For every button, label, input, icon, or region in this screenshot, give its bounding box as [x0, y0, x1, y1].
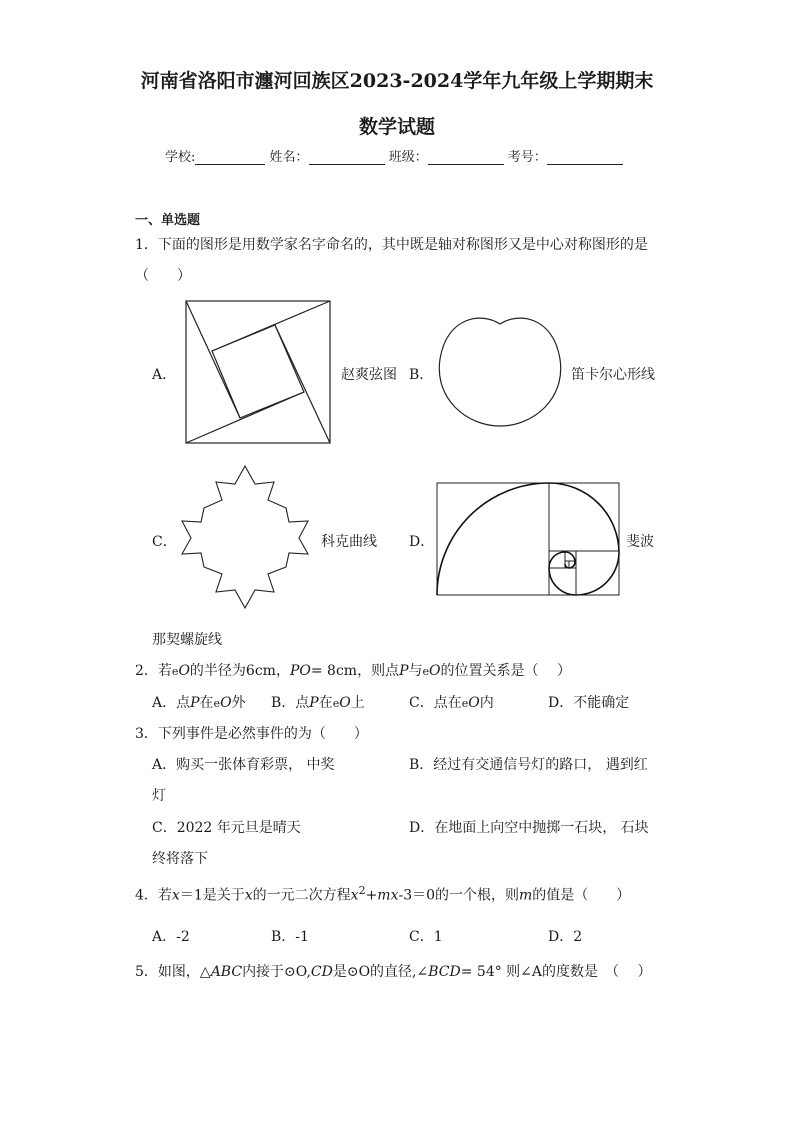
q2-stem: 2．若eO的半径为6cm，PO= 8cm，则点P与eO的位置关系是（ ） [135, 663, 571, 679]
q1-option-d-name: 斐波 [626, 534, 654, 550]
name-label: 姓名： [269, 150, 309, 165]
q1-option-d-name-cont: 那契螺旋线 [152, 632, 222, 648]
q1-option-b-letter: B． [409, 367, 434, 383]
q3-option-c: C．2022 年元旦是晴天 [152, 820, 301, 836]
q1-stem: 1．下面的图形是用数学家名字命名的，其中既是轴对称图形又是中心对称图形的是 [135, 237, 648, 253]
exam-number-label: 考号： [507, 150, 547, 165]
cardioid-curve [437, 314, 563, 430]
q3-option-d-cont: 终将落下 [152, 851, 208, 867]
q3-option-d: D．在地面上向空中抛掷一石块， 石块 [409, 820, 649, 836]
school-field[interactable] [195, 150, 265, 165]
q2-option-a: A．点P在eO外 [152, 695, 246, 711]
q3-option-a: A．购买一张体育彩票， 中奖 [152, 757, 335, 773]
exam-number-field[interactable] [547, 150, 623, 165]
q4-stem: 4．若x＝1是关于x的一元二次方程$x^2+mx-3=0$的一个根，则m的值是（ ） [135, 884, 631, 904]
q4-option-b: B．-1 [271, 929, 309, 945]
q1-option-a-name: 赵爽弦图 [341, 367, 397, 383]
q5-stem: 5．如图，△ABC内接于⊙O,CD是⊙O的直径,∠BCD= 54° 则∠A的度数是 （ ） [135, 964, 652, 980]
name-field[interactable] [309, 150, 385, 165]
q2-option-b: B．点P在eO上 [271, 695, 365, 711]
q3-option-b: B．经过有交通信号灯的路口， 遇到红 [409, 757, 648, 773]
zhao-shuang-diagram [183, 298, 333, 446]
koch-snowflake [178, 464, 312, 610]
school-label: 学校: [165, 150, 196, 165]
q3-stem: 3．下列事件是必然事件的为（ ） [135, 726, 368, 742]
fibonacci-spiral [435, 481, 621, 597]
q1-option-a-letter: A． [152, 367, 177, 383]
q4-option-d: D．2 [548, 929, 583, 945]
q2-option-d: D．不能确定 [548, 695, 630, 711]
q1-option-b-name: 笛卡尔心形线 [571, 367, 655, 383]
section-title: 一、单选题 [135, 213, 201, 228]
q1-option-c-letter: C． [152, 534, 177, 550]
exam-title-line1: 河南省洛阳市瀍河回族区2023-2024学年九年级上学期期末 [140, 70, 654, 92]
exam-title-line2: 数学试题 [358, 116, 435, 138]
class-label: 班级： [388, 150, 428, 165]
q1-paren: （ ） [135, 268, 191, 284]
q1-option-c-name: 科克曲线 [321, 534, 377, 550]
q1-option-d-letter: D． [409, 534, 435, 550]
q4-option-a: A．-2 [152, 929, 190, 945]
q3-option-b-cont: 灯 [152, 788, 166, 804]
q2-option-c: C．点在eO内 [409, 695, 494, 711]
q4-option-c: C．1 [409, 929, 443, 945]
info-line [165, 146, 623, 165]
class-field[interactable] [428, 150, 504, 165]
